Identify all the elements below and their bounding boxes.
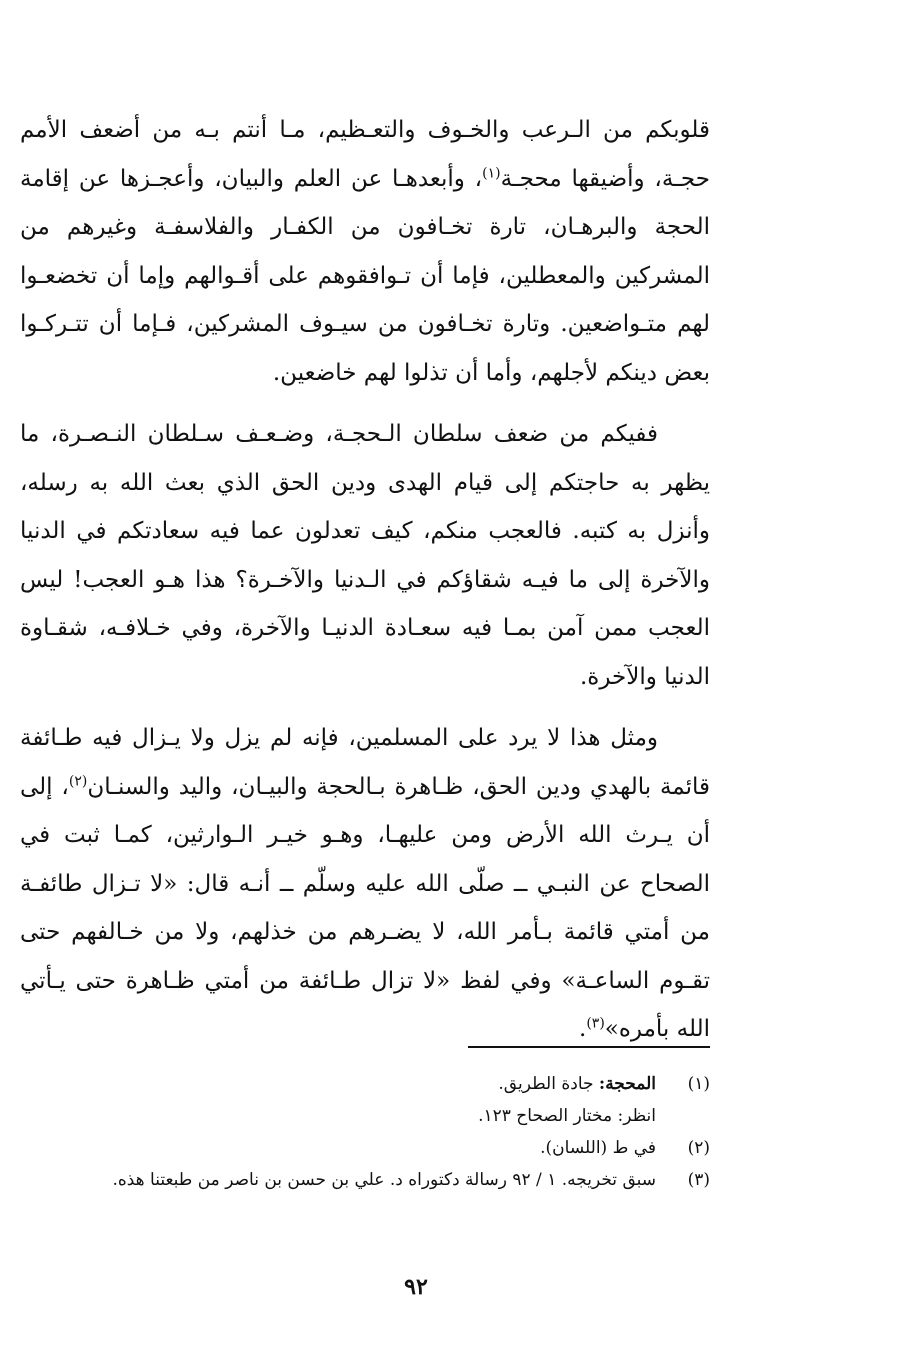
paragraph-3-end: . bbox=[579, 1016, 587, 1042]
paragraph-1-part-b: ، وأبعدهـا عن العلم والبيان، وأعجـزها عن إقامة الحجة والبرهـان، تارة تخـافون من الكفـار والفلاسفـة وغيرهم من المشركين والمعطلين، فإما أن تـوافقوهم على أقـوالهم وإما أن تخضعـوا لهم متـواضعين. وتارة تخـافون من سيـوف المشركين، فـإما أن تتـركـوا بعض دينكم لأجلهم، وأما أن تذلوا لهم خاضعين. bbox=[20, 165, 710, 386]
footnote-number: (٣) bbox=[687, 1170, 710, 1190]
paragraph-2: ففيكم من ضعف سلطان الـحجـة، وضـعـف سـلطان النـصـرة، ما يظهر به حاجتكم إلى قيام الهدى ودين الحق الذي بعث الله به رسله، وأنزل به كتبه. فالعجب منكم، كيف تعدلون عما فيه سعادتكم في الدنيا والآخرة إلى ما فيـه شقاؤكم في الـدنيا والآخـرة؟ هذا هـو العجب! ليس العجب ممن آمن بمـا فيه سعـادة الدنيـا والآخرة، وفي خـلافـه، شقـاوة الدنيا والآخرة. bbox=[20, 421, 710, 690]
page-number: ٩٢ bbox=[404, 1274, 428, 1300]
footnote-text bbox=[20, 1068, 656, 1100]
footnote-text: انظر: مختار الصحاح ١٢٣. bbox=[478, 1106, 656, 1126]
footnote-ref-1: (١) bbox=[482, 164, 501, 181]
main-text bbox=[20, 106, 710, 1054]
paragraph-1 bbox=[20, 106, 710, 397]
footnote-ref-2: (٢) bbox=[68, 772, 88, 789]
footnote-number: (١) bbox=[687, 1074, 710, 1094]
footnote-text: سبق تخريجه. ١ / ٩٢ رسالة دكتوراه د. علي بن حسن بن ناصر من طبعتنا هذه. bbox=[112, 1170, 656, 1190]
footnote-1-continued bbox=[20, 1100, 710, 1132]
footnote-separator bbox=[468, 1046, 710, 1048]
footnote-2 bbox=[20, 1132, 710, 1164]
footnote-1 bbox=[20, 1068, 710, 1100]
footnote-3 bbox=[20, 1164, 710, 1196]
paragraph-3-part-a: ومثل هذا لا يرد على المسلمين، فإنه لم يزل ولا يـزال فيه طـائفة قائمة بالهدي ودين الحق، ظـاهرة بـالحجة والبيـان، واليد والسنـان bbox=[20, 725, 710, 800]
footnotes bbox=[20, 1068, 710, 1196]
paragraph-3-part-b: ، إلى أن يـرث الله الأرض ومن عليهـا، وهـو خيـر الـوارثين، كمـا ثبت في الصحاح عن النبـي ــ صلّى الله عليه وسلّم ــ أنـه قال: «لا تـزال طائفـة من أمتي قائمة بـأمر الله، لا يضـرهم من خذلهم، ولا من خـالفهم حتى تقـوم الساعـة» وفي لفظ «لا تزال طـائفة من أمتي ظـاهرة حتى يـأتي الله بأمره» bbox=[20, 773, 710, 1042]
footnote-definition: جادة الطريق. bbox=[498, 1074, 599, 1094]
footnote-number: (٢) bbox=[687, 1138, 710, 1158]
footnote-text: في ط (اللسان). bbox=[540, 1138, 656, 1158]
footnote-ref-3: (٣) bbox=[586, 1015, 605, 1032]
paragraph-1-part-a: قلوبكم من الـرعب والخـوف والتعـظيم، مـا أنتم بـه من أضعف الأمم حجـة، وأضيقها محجـة bbox=[20, 117, 710, 192]
footnote-term: المحجة: bbox=[598, 1074, 656, 1094]
paragraph-3 bbox=[20, 714, 710, 1054]
